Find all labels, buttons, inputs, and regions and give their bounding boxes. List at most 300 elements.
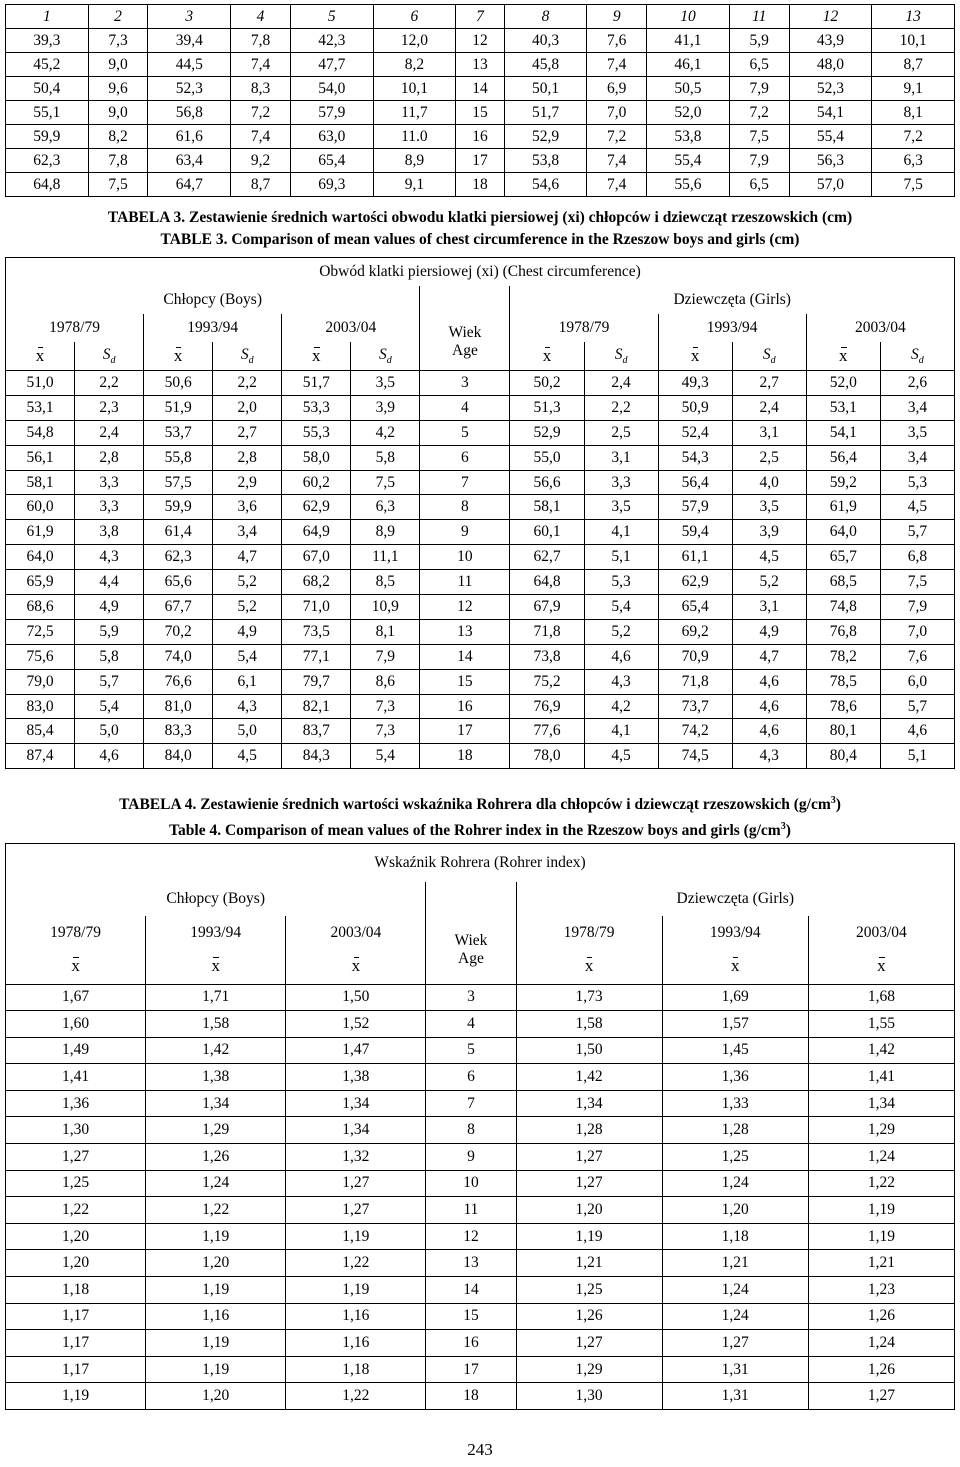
table-cell: 5,2 [213,570,282,595]
mean-header [286,950,426,985]
table-cell: 41,1 [647,29,730,53]
table-cell: 1,50 [516,1037,662,1064]
boys-header: Chłopcy (Boys) [6,882,426,916]
mean-header [144,342,213,371]
table-cell: 72,5 [6,619,75,644]
table-cell: 2,8 [213,445,282,470]
table-row [6,619,955,644]
table-cell: 71,8 [510,619,584,644]
mean-header [658,342,732,371]
table-cell: 1,16 [286,1303,426,1330]
table-cell: 1,19 [516,1223,662,1250]
table-cell: 67,0 [282,545,351,570]
age-header [426,916,516,985]
table-cell: 68,5 [806,570,880,595]
table-cell: 54,3 [658,445,732,470]
table-cell: 8,1 [872,101,955,125]
table-cell: 4,2 [584,694,658,719]
table-cell: 55,1 [6,101,89,125]
table-cell: 1,58 [516,1011,662,1038]
table-cell: 1,33 [662,1090,808,1117]
table-row [6,1330,955,1357]
table-cell: 1,34 [146,1090,286,1117]
table-cell: 1,57 [662,1011,808,1038]
table-cell: 3,6 [213,495,282,520]
spacer [426,882,516,916]
table-cell: 54,1 [806,420,880,445]
table-cell: 69,3 [290,173,373,197]
sd-letter: S [102,345,111,363]
table-cell: 7,8 [231,29,291,53]
column-number: 6 [373,5,456,29]
mean-header [808,950,954,985]
table-cell: 62,9 [282,495,351,520]
table-row [6,1117,955,1144]
table-cell: 4,5 [880,495,954,520]
table-cell: 14 [426,1277,516,1304]
table-row [6,984,955,1011]
table-cell: 15 [420,669,510,694]
table-cell: 81,0 [144,694,213,719]
age-label-en: Age [452,342,478,359]
table-cell: 8,1 [351,619,420,644]
table-cell: 3,1 [732,595,806,620]
table-cell: 1,58 [146,1011,286,1038]
table-cell: 64,0 [806,520,880,545]
column-number: 7 [456,5,504,29]
mean-header [516,950,662,985]
table-cell: 1,19 [808,1197,954,1224]
sd-subscript: d [386,355,392,367]
table-cell: 4,2 [351,420,420,445]
table-cell: 7,2 [231,101,291,125]
table-cell: 53,8 [647,125,730,149]
age-header [420,314,510,371]
table-cell: 1,42 [146,1037,286,1064]
table-cell: 56,4 [658,470,732,495]
sd-symbol [102,345,116,367]
table-cell: 7,0 [880,619,954,644]
table-cell: 87,4 [6,744,75,769]
table-cell: 60,2 [282,470,351,495]
table-cell: 1,41 [808,1064,954,1091]
table-cell: 1,20 [516,1197,662,1224]
table-cell: 73,5 [282,619,351,644]
table-cell: 67,7 [144,595,213,620]
table-cell: 1,24 [662,1303,808,1330]
table-cell: 7,9 [729,149,789,173]
column-number: 5 [290,5,373,29]
table-row [6,101,955,125]
table-cell: 57,0 [789,173,872,197]
table-cell: 67,9 [510,595,584,620]
table-cell: 1,20 [146,1250,286,1277]
table-cell: 11.0 [373,125,456,149]
table-cell: 7,9 [351,644,420,669]
table-cell: 1,41 [6,1064,146,1091]
table-row [6,719,955,744]
table-cell: 1,25 [516,1277,662,1304]
table-cell: 7,3 [351,719,420,744]
column-number: 3 [148,5,231,29]
mean-header [146,950,286,985]
table-row [6,420,955,445]
table-cell: 8,7 [231,173,291,197]
table-cell: 1,24 [808,1144,954,1171]
x-bar-symbol: x [35,345,45,365]
sd-subscript: d [248,355,254,367]
mean-header [6,950,146,985]
x-bar-symbol: x [839,345,848,365]
table-cell: 9,2 [231,149,291,173]
table-cell: 52,3 [789,77,872,101]
table-cell: 53,1 [6,395,75,420]
table-cell: 18 [426,1383,516,1410]
table-cell: 51,7 [504,101,587,125]
table-cell: 3 [420,371,510,396]
sd-header [584,342,658,371]
sd-subscript: d [622,355,628,367]
column-number: 11 [729,5,789,29]
table-cell: 1,22 [6,1197,146,1224]
year-header: 1978/79 [6,314,144,342]
table-cell: 1,17 [6,1303,146,1330]
table-cell: 50,9 [658,395,732,420]
table-cell: 55,4 [647,149,730,173]
table-cell: 7,5 [729,125,789,149]
table-cell: 79,0 [6,669,75,694]
table-cell: 1,17 [6,1330,146,1357]
table-cell: 63,4 [148,149,231,173]
x-bar-symbol: x [173,345,183,365]
table-cell: 1,28 [662,1117,808,1144]
table-cell: 2,6 [880,371,954,396]
sd-symbol [762,345,776,367]
table3-caption-pl: TABELA 3. Zestawienie średnich wartości obwodu klatki piersiowej (xi) chłopców i dziewcząt rzeszowskich (cm) [107,209,853,226]
year-header: 2003/04 [808,916,954,950]
table-cell: 53,3 [282,395,351,420]
table-cell: 9,1 [373,173,456,197]
sd-letter: S [614,345,623,363]
table-cell: 50,2 [510,371,584,396]
x-bar-symbol: x [584,956,594,975]
table-cell: 6 [426,1064,516,1091]
table-title: Obwód klatki piersiowej (xi) (Chest circumference) [6,258,955,287]
table-cell: 2,5 [732,445,806,470]
table-cell: 1,16 [146,1303,286,1330]
column-number: 2 [88,5,148,29]
table-cell: 9,6 [88,77,148,101]
column-number: 4 [231,5,291,29]
table-cell: 5,8 [351,445,420,470]
table-cell: 74,8 [806,595,880,620]
table-cell: 7,9 [729,77,789,101]
rohrer-index-table [5,843,955,1410]
table-cell: 78,5 [806,669,880,694]
table-cell: 1,29 [808,1117,954,1144]
table-cell: 56,1 [6,445,75,470]
age-label-pl: Wiek [448,324,482,341]
table-cell: 1,29 [516,1356,662,1383]
table-cell: 7,2 [587,125,647,149]
table-cell: 4 [420,395,510,420]
mean-header [510,342,584,371]
table-cell: 68,6 [6,595,75,620]
table-cell: 1,19 [286,1223,426,1250]
table-cell: 8,2 [373,53,456,77]
table-cell: 58,1 [6,470,75,495]
table-cell: 8,5 [351,570,420,595]
table-cell: 7,3 [351,694,420,719]
spacer [420,286,510,314]
x-bar-symbol: x [877,956,886,975]
table-cell: 64,7 [148,173,231,197]
table-cell: 4,3 [584,669,658,694]
table-cell: 60,1 [510,520,584,545]
table-cell: 76,8 [806,619,880,644]
table-row [6,53,955,77]
table-cell: 3,4 [880,445,954,470]
girls-header: Dziewczęta (Girls) [510,286,955,314]
table-cell: 55,3 [282,420,351,445]
table-cell: 1,19 [808,1223,954,1250]
table-row [6,1144,955,1171]
table-cell: 75,2 [510,669,584,694]
table-cell: 1,22 [286,1250,426,1277]
table-cell: 1,27 [662,1330,808,1357]
table-cell: 5 [426,1037,516,1064]
table-cell: 17 [456,149,504,173]
table-cell: 3,9 [351,395,420,420]
table-cell: 52,0 [647,101,730,125]
table-cell: 4,6 [732,694,806,719]
table-cell: 7 [426,1090,516,1117]
table-row [6,595,955,620]
table-cell: 1,38 [146,1064,286,1091]
table-cell: 54,0 [290,77,373,101]
table-cell: 7,4 [587,149,647,173]
table-cell: 12 [426,1223,516,1250]
table-cell: 2,3 [75,395,144,420]
year-header: 2003/04 [286,916,426,950]
table-cell: 43,9 [789,29,872,53]
table-cell: 7,4 [231,53,291,77]
table-cell: 1,18 [6,1277,146,1304]
table-cell: 9 [426,1144,516,1171]
table-cell: 1,21 [808,1250,954,1277]
table-cell: 12,0 [373,29,456,53]
table-row [6,644,955,669]
sd-letter: S [378,345,387,363]
table-cell: 60,0 [6,495,75,520]
age-label-pl: Wiek [454,931,488,949]
sd-header [351,342,420,371]
table-cell: 63,0 [290,125,373,149]
table-cell: 1,31 [662,1383,808,1410]
table-cell: 65,4 [290,149,373,173]
table-cell: 84,3 [282,744,351,769]
table-cell: 1,26 [808,1303,954,1330]
table-cell: 83,3 [144,719,213,744]
table-cell: 61,9 [6,520,75,545]
table-cell: 54,8 [6,420,75,445]
table-cell: 1,27 [6,1144,146,1171]
table-cell: 1,52 [286,1011,426,1038]
table-cell: 85,4 [6,719,75,744]
table-cell: 1,20 [6,1223,146,1250]
table-cell: 6,1 [213,669,282,694]
table-cell: 52,9 [510,420,584,445]
table-row [6,570,955,595]
table-cell: 4,0 [732,470,806,495]
table-cell: 10,9 [351,595,420,620]
table-cell: 84,0 [144,744,213,769]
column-number: 8 [504,5,587,29]
mean-header [806,342,880,371]
table-cell: 8,6 [351,669,420,694]
table-cell: 3,5 [584,495,658,520]
year-header: 1993/94 [144,314,282,342]
table-row [6,371,955,396]
table-cell: 5,3 [584,570,658,595]
x-bar-symbol: x [312,345,321,365]
table-cell: 1,69 [662,984,808,1011]
sd-header [732,342,806,371]
table-cell: 1,25 [662,1144,808,1171]
table-cell: 49,3 [658,371,732,396]
table-cell: 47,7 [290,53,373,77]
table-cell: 14 [420,644,510,669]
table-cell: 7,8 [88,149,148,173]
table-cell: 7,3 [88,29,148,53]
table-row [6,1383,955,1410]
table-cell: 65,9 [6,570,75,595]
column-number: 1 [6,5,89,29]
table-cell: 5,8 [75,644,144,669]
table-cell: 61,6 [148,125,231,149]
x-bar-symbol: x [542,345,552,365]
table3-caption [0,207,960,251]
table-cell: 8,9 [351,520,420,545]
table-cell: 11,7 [373,101,456,125]
table-cell: 9,0 [88,101,148,125]
table-cell: 73,7 [658,694,732,719]
table-cell: 1,73 [516,984,662,1011]
table-cell: 3,4 [880,395,954,420]
table-cell: 5,4 [75,694,144,719]
table-cell: 1,22 [146,1197,286,1224]
table-cell: 16 [420,694,510,719]
table-cell: 1,71 [146,984,286,1011]
table-cell: 53,7 [144,420,213,445]
x-bar-symbol: x [690,345,700,365]
table-cell: 2,4 [75,420,144,445]
table-cell: 11 [426,1197,516,1224]
table-cell: 62,3 [144,545,213,570]
year-header: 2003/04 [282,314,420,342]
table-cell: 1,21 [516,1250,662,1277]
year-header: 1978/79 [516,916,662,950]
table-cell: 4,5 [213,744,282,769]
table-cell: 9,1 [872,77,955,101]
table-cell: 13 [456,53,504,77]
table-cell: 1,34 [808,1090,954,1117]
table-cell: 1,19 [146,1330,286,1357]
table-cell: 74,0 [144,644,213,669]
table-cell: 74,5 [658,744,732,769]
table-cell: 76,9 [510,694,584,719]
table-row [6,1223,955,1250]
table-cell: 1,20 [146,1383,286,1410]
table-cell: 50,5 [647,77,730,101]
table-row [6,445,955,470]
table-cell: 51,0 [6,371,75,396]
table-cell: 55,6 [647,173,730,197]
table-cell: 4,6 [584,644,658,669]
table-cell: 3,3 [75,470,144,495]
table-cell: 39,3 [6,29,89,53]
table-cell: 7,4 [231,125,291,149]
table-cell: 3,1 [584,445,658,470]
table-cell: 2,2 [213,371,282,396]
mean-header [6,342,75,371]
table-row [6,495,955,520]
table-cell: 13 [420,619,510,644]
table-row [6,77,955,101]
table-cell: 11,1 [351,545,420,570]
table-cell: 5,4 [584,595,658,620]
table-cell: 44,5 [148,53,231,77]
table-cell: 3,4 [213,520,282,545]
table-cell: 77,1 [282,644,351,669]
table-cell: 1,27 [516,1330,662,1357]
table-cell: 59,9 [6,125,89,149]
table-cell: 1,26 [516,1303,662,1330]
sd-header [75,342,144,371]
table-cell: 1,22 [286,1383,426,1410]
table-cell: 6,5 [729,53,789,77]
table-cell: 11 [420,570,510,595]
continuation-table-body [6,29,955,197]
table-cell: 5 [420,420,510,445]
table-cell: 3,3 [584,470,658,495]
column-number-row [6,5,955,29]
table-cell: 4,3 [75,545,144,570]
table-cell: 9 [420,520,510,545]
table-cell: 1,20 [662,1197,808,1224]
table-cell: 1,26 [808,1356,954,1383]
table-cell: 74,2 [658,719,732,744]
table-cell: 45,2 [6,53,89,77]
table-cell: 52,3 [148,77,231,101]
table-cell: 1,16 [286,1330,426,1357]
table-row [6,395,955,420]
sd-header [213,342,282,371]
table-row [6,173,955,197]
table-cell: 56,6 [510,470,584,495]
column-number: 12 [789,5,872,29]
table-cell: 71,0 [282,595,351,620]
chest-circumference-body [6,371,955,769]
table-row [6,669,955,694]
table-cell: 62,3 [6,149,89,173]
sd-symbol [911,345,924,367]
table-cell: 58,1 [510,495,584,520]
table-cell: 1,27 [808,1383,954,1410]
table-cell: 2,4 [732,395,806,420]
table-cell: 68,2 [282,570,351,595]
table-cell: 1,45 [662,1037,808,1064]
